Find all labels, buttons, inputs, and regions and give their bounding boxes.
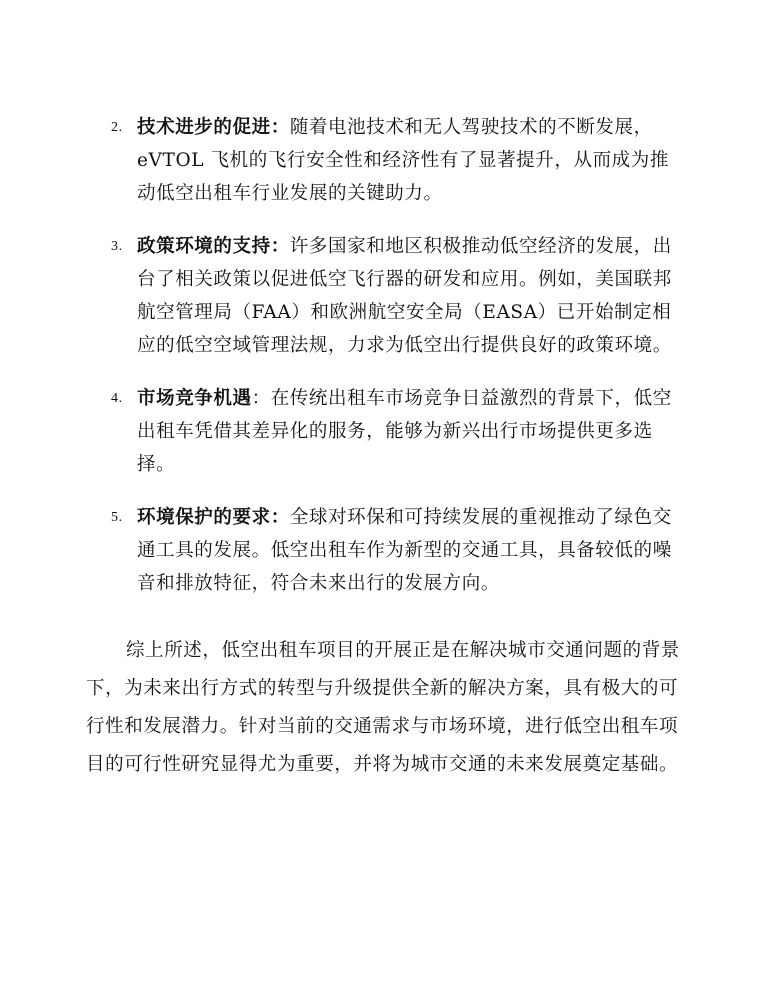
- list-item-body: ：在传统出租车市场竞争日益激烈的背景下，低空出租车凭借其差异化的服务，能够为新兴出行市场提供更多选择。: [137, 388, 672, 475]
- list-item-heading: 政策环境的支持：: [137, 236, 290, 257]
- list-item-policy-support: [108, 230, 683, 362]
- list-item-body: 全球对环保和可持续发展的重视推动了绿色交通工具的发展。低空出租车作为新型的交通工具，具备较低的噪音和排放特征，符合未来出行的发展方向。: [137, 507, 672, 594]
- list-number: 5.: [111, 510, 123, 525]
- numbered-list: [108, 111, 683, 620]
- list-item-heading: 技术进步的促进：: [137, 117, 290, 138]
- list-number: 4.: [111, 391, 123, 406]
- list-item-tech-progress: [108, 111, 683, 210]
- list-item-heading: 市场竞争机遇: [137, 388, 252, 409]
- list-item-heading: 环境保护的要求：: [137, 507, 290, 528]
- summary-paragraph: 综上所述，低空出租车项目的开展正是在解决城市交通问题的背景下，为未来出行方式的转型与升级提供全新的解决方案，具有极大的可行性和发展潜力。针对当前的交通需求与市场环境，进行低空出租车项目的可行性研究显得尤为重要，并将为城市交通的未来发展奠定基础。: [86, 640, 680, 775]
- list-item-body: 随着电池技术和无人驾驶技术的不断发展，eVTOL 飞机的飞行安全性和经济性有了显著提升，从而成为推动低空出租车行业发展的关键助力。: [137, 117, 669, 204]
- list-number: 2.: [111, 120, 123, 135]
- list-item-environmental-protection: [108, 501, 683, 600]
- list-item-body: 许多国家和地区积极推动低空经济的发展，出台了相关政策以促进低空飞行器的研发和应用。例如，美国联邦航空管理局（FAA）和欧洲航空安全局（EASA）已开始制定相应的低空空域管理法规，力求为低空出行提供良好的政策环境。: [137, 236, 672, 356]
- list-item-market-opportunity: [108, 382, 683, 481]
- list-number: 3.: [111, 239, 123, 254]
